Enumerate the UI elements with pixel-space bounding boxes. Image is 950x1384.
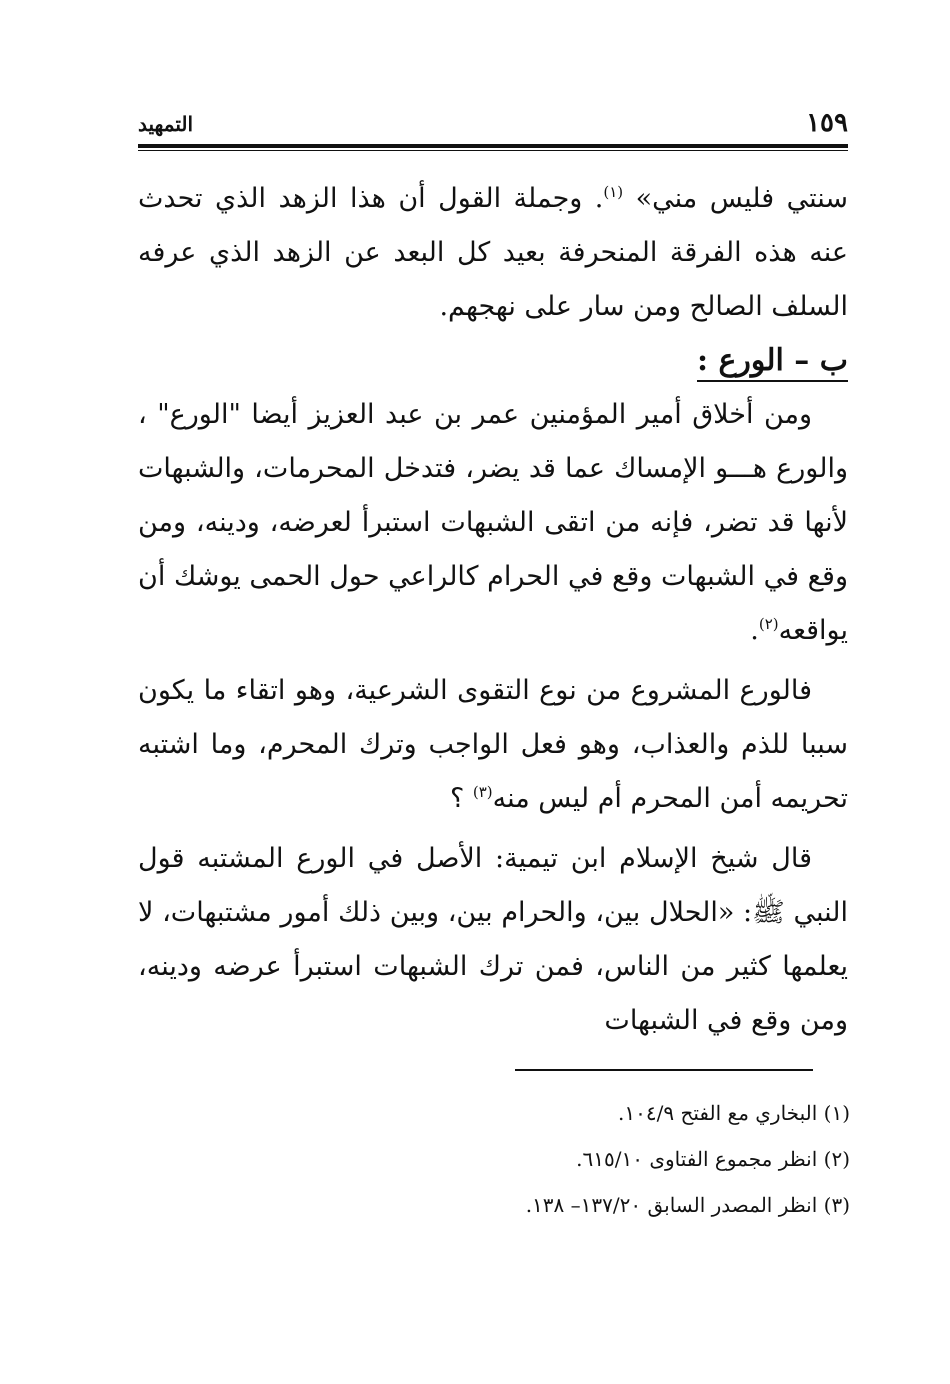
paragraph-1: سنتي فليس مني» $^{(١)}$. وجملة القول أن هذا الزهد الذي تحدث عنه هذه الفرقة المنحرفة بعيد كل البعد عن الزهد الذي عرفه السلف الصالح ومن سار على نهجهم. <box>138 183 848 322</box>
footnote-3: (٣) انظر المصدر السابق ١٣٧/٢٠– ١٣٨. <box>525 1193 850 1217</box>
footnotes <box>400 1090 850 1228</box>
header-rule <box>138 144 848 148</box>
section-heading: ب – الورع : <box>138 334 848 388</box>
footnote-ref-1: (١) <box>603 183 624 201</box>
paragraph-2: ومن أخلاق أمير المؤمنين عمر بن عبد العزيز أيضا "الورع" ، والورع هـــو الإمساك عما قد يضر، فتدخل المحرمات، والشبهات لأنها قد تضر، فإنه من اتقى الشبهات استبرأ لعرضه، ودينه، ومن وقع في الشبهات وقع في الحرام كالراعي حول الحمى يوشك أن يواقعه$^{(٢)}$. <box>138 399 848 646</box>
paragraph-3: فالورع المشروع من نوع التقوى الشرعية، وهو اتقاء ما يكون سببا للذم والعذاب، وهو فعل الواجب وترك المحرم، وما اشتبه تحريمه أمن المحرم أم ليس منه$^{(٣)}$ ؟ <box>138 675 848 814</box>
footnote-separator <box>515 1069 813 1071</box>
page-header <box>138 108 848 142</box>
paragraph-4: قال شيخ الإسلام ابن تيمية: الأصل في الورع المشتبه قول النبي ﷺ: «الحلال بين، والحرام بين، وبين ذلك أمور مشتبهات، لا يعلمها كثير من الناس، فمن ترك الشبهات استبرأ عرضه ودينه، ومن وقع في الشبهات <box>138 843 848 1036</box>
footnote-2: (٢) انظر مجموع الفتاوى ٦١٥/١٠. <box>576 1147 850 1171</box>
body-text <box>138 172 848 1048</box>
page-number: ١٥٩ <box>806 108 848 138</box>
footnote-ref-2: (٢) <box>758 615 779 633</box>
footnote-ref-3: (٣) <box>472 783 493 801</box>
footnote-1: (١) البخاري مع الفتح ١٠٤/٩. <box>618 1101 850 1125</box>
header-rule-thin <box>138 150 848 151</box>
running-title: التمهيد <box>138 112 193 136</box>
